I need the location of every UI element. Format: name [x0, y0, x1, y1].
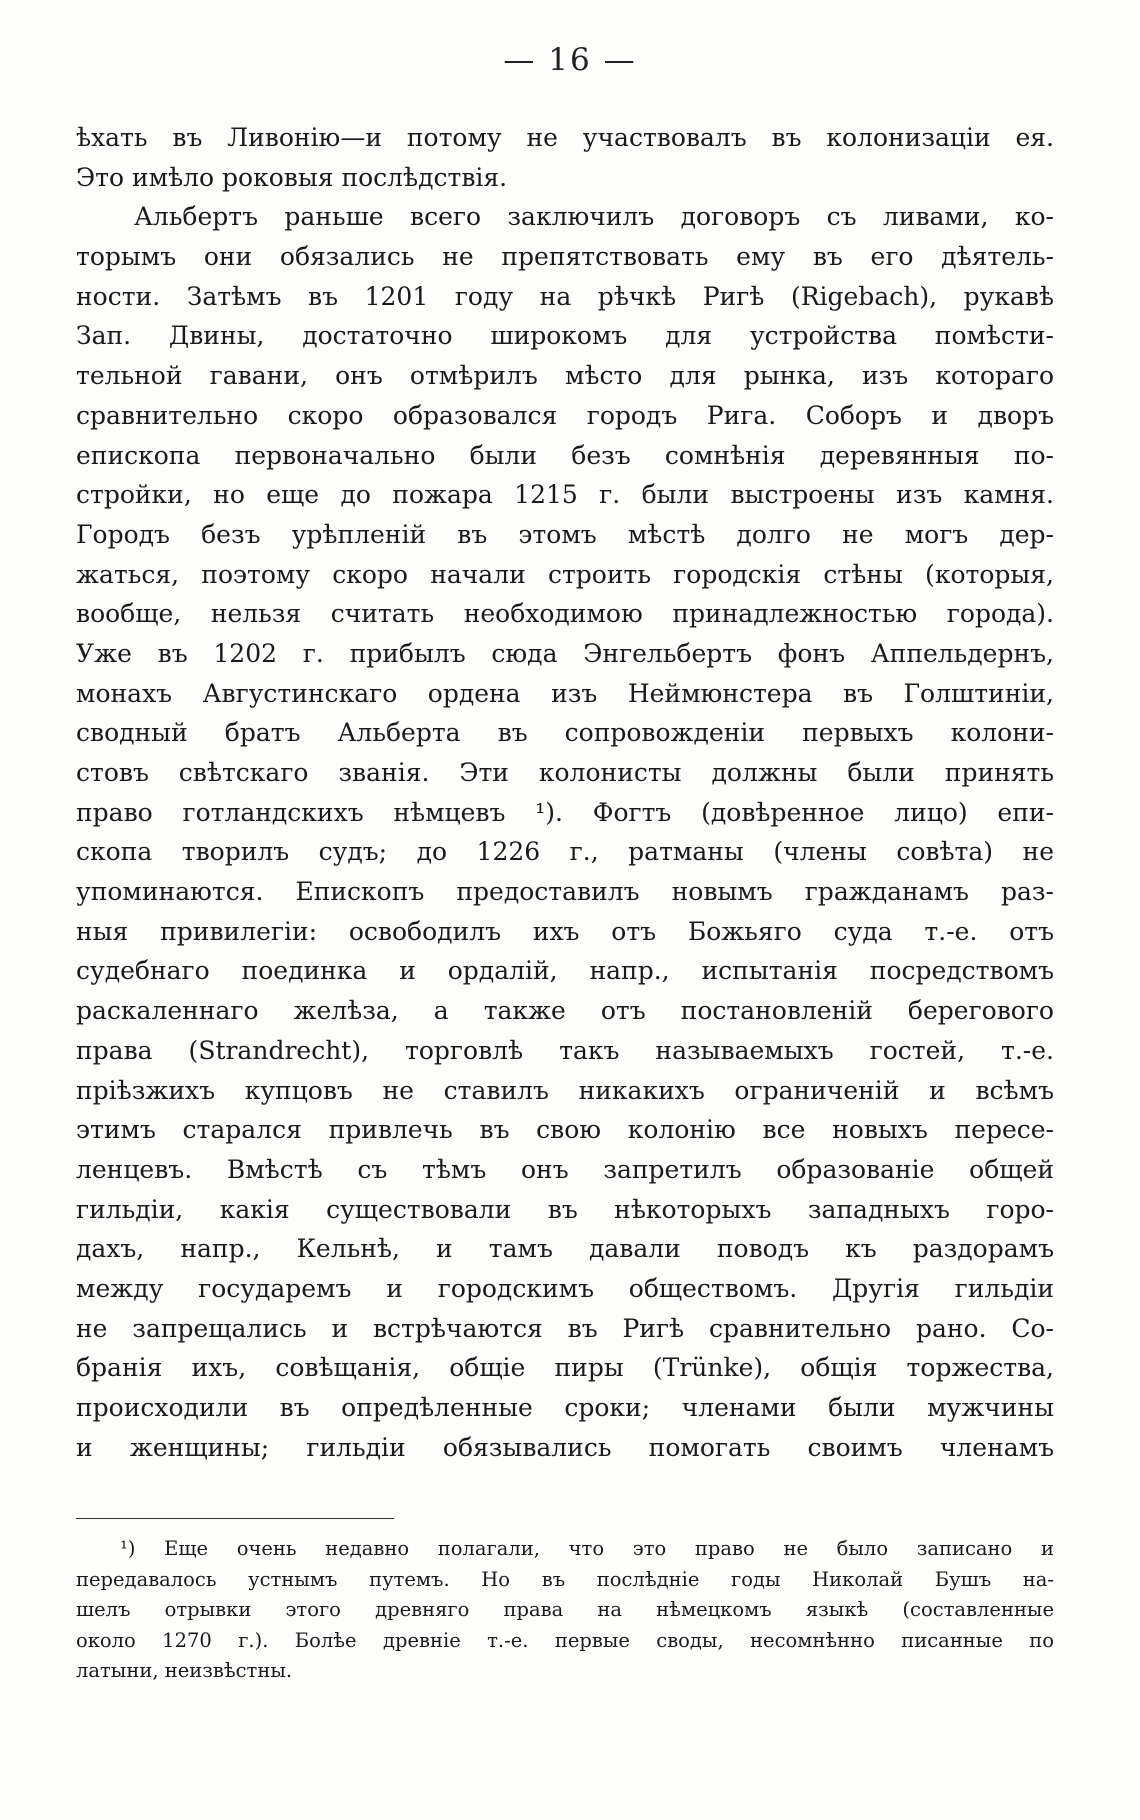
page-number: — 16 —: [503, 42, 637, 78]
text-line: Городъ безъ урѣпленій въ этомъ мѣстѣ долго не могъ дер-: [76, 519, 1054, 549]
text-line: жаться, поэтому скоро начали строить городскія стѣны (которыя,: [76, 559, 1054, 589]
text-line: вообще, нельзя считать необходимою принадлежностью города).: [76, 599, 1054, 629]
text-line: скопа творилъ судъ; до 1226 г., ратманы (члены совѣта) не: [76, 837, 1054, 867]
text-line: Уже въ 1202 г. прибылъ сюда Энгельбертъ фонъ Аппельдернъ,: [76, 638, 1054, 668]
text-line: ныя привилегіи: освободилъ ихъ отъ Божьяго суда т.-е. отъ: [76, 916, 1054, 946]
text-line: раскаленнаго желѣза, а также отъ постановленій берегового: [76, 996, 1054, 1026]
body-text: [76, 118, 1054, 1467]
text-line: сравнительно скоро образовался городъ Рига. Соборъ и дворъ: [76, 400, 1054, 430]
text-line: епископа первоначально были безъ сомнѣнія деревянныя по-: [76, 440, 1054, 470]
text-line: бранія ихъ, совѣщанія, общіе пиры (Trünke), общія торжества,: [76, 1353, 1054, 1383]
text-line: права (Strandrecht), торговлѣ такъ называемыхъ гостей, т.-е.: [76, 1035, 1054, 1065]
text-line: ѣхать въ Ливонію—и потому не участвовалъ въ колонизаціи ея.: [76, 123, 1054, 152]
text-line: Это имѣло роковыя послѣдствія.: [76, 162, 508, 192]
text-line: этимъ старался привлечь въ свою колонію все новыхъ пересе-: [76, 1115, 1054, 1145]
text-line: торымъ они обязались не препятствовать ему въ его дѣятель-: [76, 242, 1054, 272]
text-line: гильдіи, какія существовали въ нѣкоторыхъ западныхъ горо-: [76, 1194, 1054, 1224]
text-line: сводный братъ Альберта въ сопровожденіи первыхъ колони-: [76, 718, 1054, 748]
text-line: происходили въ опредѣленные сроки; членами были мужчины: [76, 1393, 1054, 1422]
footnote-line: передавалось устнымъ путемъ. Но въ послѣдніе годы Николай Бушъ на-: [76, 1567, 1054, 1591]
text-line: не запрещались и встрѣчаются въ Ригѣ сравнительно рано. Со-: [76, 1313, 1054, 1343]
text-line: стройки, но еще до пожара 1215 г. были выстроены изъ камня.: [76, 480, 1054, 510]
text-line: тельной гавани, онъ отмѣрилъ мѣсто для рынка, изъ котораго: [76, 361, 1054, 391]
text-line: дахъ, напр., Кельнѣ, и тамъ давали поводъ къ раздорамъ: [76, 1234, 1054, 1264]
text-line: пріѣзжихъ купцовъ не ставилъ никакихъ ограниченій и всѣмъ: [76, 1075, 1054, 1105]
text-line: ности. Затѣмъ въ 1201 году на рѣчкѣ Ригѣ (Rigebach), рукавѣ: [76, 281, 1054, 311]
text-line: монахъ Августинскаго ордена изъ Неймюнстера въ Голштиніи,: [76, 678, 1054, 708]
text-line: Альбертъ раньше всего заключилъ договоръ съ ливами, ко-: [134, 202, 1054, 232]
text-line: и женщины; гильдіи обязывались помогать своимъ членамъ: [76, 1432, 1054, 1462]
text-line: Зап. Двины, достаточно широкомъ для устройства помѣсти-: [76, 321, 1054, 351]
text-line: судебнаго поединка и ордалій, напр., испытанія посредствомъ: [76, 956, 1054, 986]
text-line: между государемъ и городскимъ обществомъ. Другія гильдіи: [76, 1273, 1054, 1303]
footnote-line: латыни, неизвѣстны.: [76, 1659, 293, 1682]
footnote-line: около 1270 г.). Болѣе древніе т.-е. первые своды, несомнѣнно писанные по: [76, 1628, 1054, 1652]
footnote-line: шелъ отрывки этого древняго права на нѣмецкомъ языкѣ (составленные: [76, 1598, 1054, 1621]
footnote-line: ¹) Еще очень недавно полагали, что это право не было записано и: [120, 1537, 1054, 1560]
text-line: стовъ свѣтскаго званія. Эти колонисты должны были принять: [76, 758, 1054, 787]
footnotes: [76, 1534, 1054, 1687]
text-line: право готландскихъ нѣмцевъ ¹). Фогтъ (довѣренное лицо) епи-: [76, 797, 1054, 827]
footnote-divider: [76, 1518, 394, 1519]
text-line: упоминаются. Епископъ предоставилъ новымъ гражданамъ раз-: [76, 877, 1054, 907]
text-line: ленцевъ. Вмѣстѣ съ тѣмъ онъ запретилъ образованіе общей: [76, 1154, 1054, 1184]
